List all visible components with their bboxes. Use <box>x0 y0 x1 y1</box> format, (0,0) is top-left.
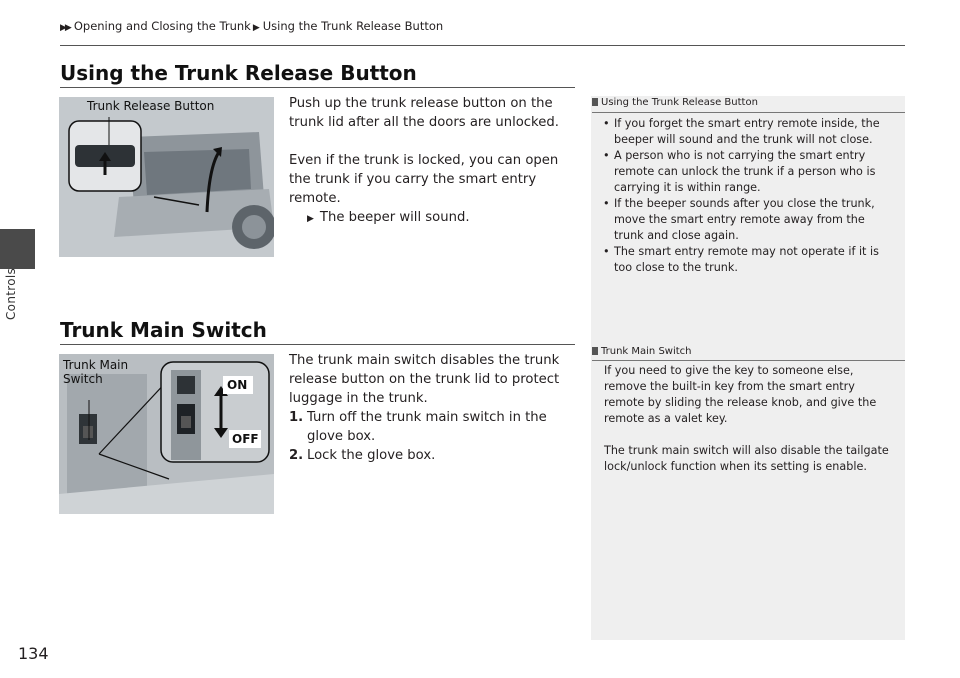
step-item: 2. Lock the glove box. <box>289 448 436 463</box>
section1-para1: Push up the trunk release button on the trunk lid after all the doors are unlocked. <box>289 96 559 130</box>
section1-result <box>289 208 577 229</box>
switch-off-label: OFF <box>232 432 259 446</box>
breadcrumb-arrow-icon: ▶▶ <box>60 23 70 33</box>
note-title-trunk-main-switch: Trunk Main Switch <box>592 346 692 357</box>
section1-body <box>289 94 577 229</box>
breadcrumb-item-opening-closing-trunk[interactable]: Opening and Closing the Trunk <box>73 19 251 33</box>
note-divider <box>592 112 905 113</box>
page-number: 134 <box>18 644 49 663</box>
note-marker-icon <box>592 347 598 355</box>
trunk-release-illustration <box>59 97 274 257</box>
section-heading-trunk-main-switch: Trunk Main Switch <box>60 318 267 342</box>
switch-on-label: ON <box>227 378 248 392</box>
result-arrow-icon: ▶ <box>307 214 314 224</box>
note-body-trunk-release <box>604 116 896 276</box>
breadcrumb-item-current: Using the Trunk Release Button <box>262 19 444 33</box>
breadcrumb <box>60 19 443 33</box>
note-paragraph: The trunk main switch will also disable the tailgate lock/unlock function when its setting is enable. <box>604 444 889 473</box>
note-marker-icon <box>592 98 598 106</box>
note-paragraph: If you need to give the key to someone else, remove the built-in key from the smart entry remote by sliding the release knob, and give the remote as a valet key. <box>604 364 877 425</box>
section1-result-text: The beeper will sound. <box>319 210 470 225</box>
note-bullet: • A person who is not carrying the smart entry remote can unlock the trunk if a person who is carrying it is within range. <box>604 148 896 196</box>
breadcrumb-separator-icon: ▶ <box>252 23 260 33</box>
note-bullet: • If you forget the smart entry remote inside, the beeper will sound and the trunk will not close. <box>604 116 896 148</box>
section-divider <box>60 87 575 88</box>
header-divider <box>60 45 905 46</box>
side-tab-label: Controls <box>4 267 18 321</box>
step-item: 1. Turn off the trunk main switch in the glove box. <box>289 410 547 444</box>
section2-body <box>289 351 577 465</box>
section2-para1: The trunk main switch disables the trunk release button on the trunk lid to protect luggage in the trunk. <box>289 353 560 406</box>
note-bullet: • The smart entry remote may not operate if it is too close to the trunk. <box>604 244 896 276</box>
note-bullet: • If the beeper sounds after you close the trunk, move the smart entry remote away from the trunk and close again. <box>604 196 896 244</box>
trunk-release-button-callout: Trunk Release Button <box>87 99 215 113</box>
note-divider <box>592 360 905 361</box>
trunk-main-switch-callout: Trunk Main Switch <box>63 358 129 386</box>
section-divider <box>60 344 575 345</box>
trunk-main-switch-illustration <box>59 354 274 514</box>
note-body-trunk-main-switch <box>604 363 896 475</box>
note-title-trunk-release: Using the Trunk Release Button <box>592 97 758 108</box>
section-heading-trunk-release: Using the Trunk Release Button <box>60 61 417 85</box>
section1-para2: Even if the trunk is locked, you can open the trunk if you carry the smart entry remote. <box>289 153 559 206</box>
